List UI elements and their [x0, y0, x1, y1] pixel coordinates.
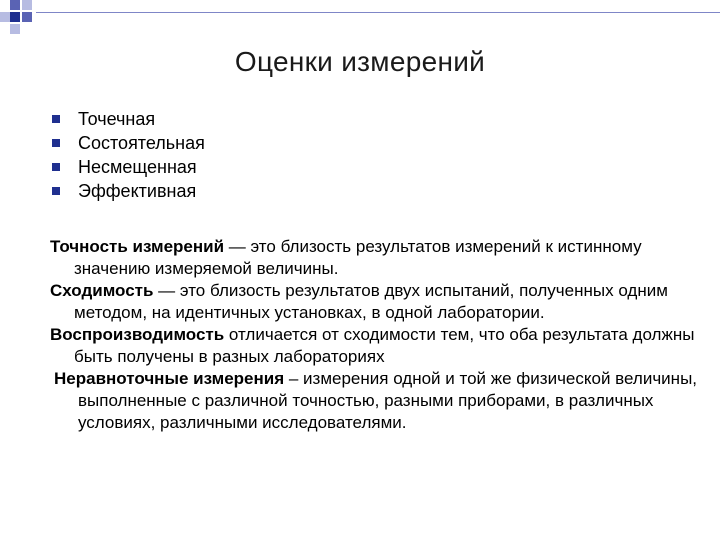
definition-term: Воспроизводимость [50, 325, 225, 344]
bullet-list [48, 108, 205, 204]
bullet-label: Эффективная [78, 181, 197, 201]
slide-title: Оценки измерений [234, 46, 486, 77]
decor-square [10, 0, 20, 10]
bullet-item [48, 108, 205, 132]
bullet-item [48, 156, 205, 180]
bullet-label: Состоятельная [78, 133, 205, 153]
definition-text: — это близость результатов измерений к истинному значению измеряемой величины. [74, 237, 642, 278]
square-bullet-icon [52, 163, 60, 171]
decor-square [10, 12, 20, 22]
bullet-item [48, 180, 205, 204]
decor-square [22, 0, 32, 10]
square-bullet-icon [52, 139, 60, 147]
bullet-label: Точечная [78, 109, 156, 129]
definition-term: Сходимость [50, 281, 154, 300]
definition-paragraph [50, 280, 710, 324]
definition-term: Неравноточные измерения [54, 369, 285, 388]
bullet-label: Несмещенная [78, 157, 197, 177]
square-bullet-icon [52, 187, 60, 195]
definition-paragraph [50, 236, 710, 280]
definition-text: — это близость результатов двух испытаний, полученных одним методом, на идентичных установках, в одной лаборатории. [74, 281, 668, 322]
header-rule [36, 12, 720, 13]
definitions-block [50, 236, 710, 434]
definition-text: отличается от сходимости тем, что оба результата должны быть получены в разных лабораториях [74, 325, 695, 366]
decor-square [22, 12, 32, 22]
decor-square [0, 12, 10, 22]
definition-text: – измерения одной и той же физической величины, выполненные с различной точностью, разными приборами, в различных условиях, различными исследователями. [78, 369, 698, 432]
decor-square [10, 24, 20, 34]
bullet-item [48, 132, 205, 156]
definition-paragraph [50, 368, 710, 434]
square-bullet-icon [52, 115, 60, 123]
definition-paragraph [50, 324, 710, 368]
definition-term: Точность измерений [50, 237, 225, 256]
